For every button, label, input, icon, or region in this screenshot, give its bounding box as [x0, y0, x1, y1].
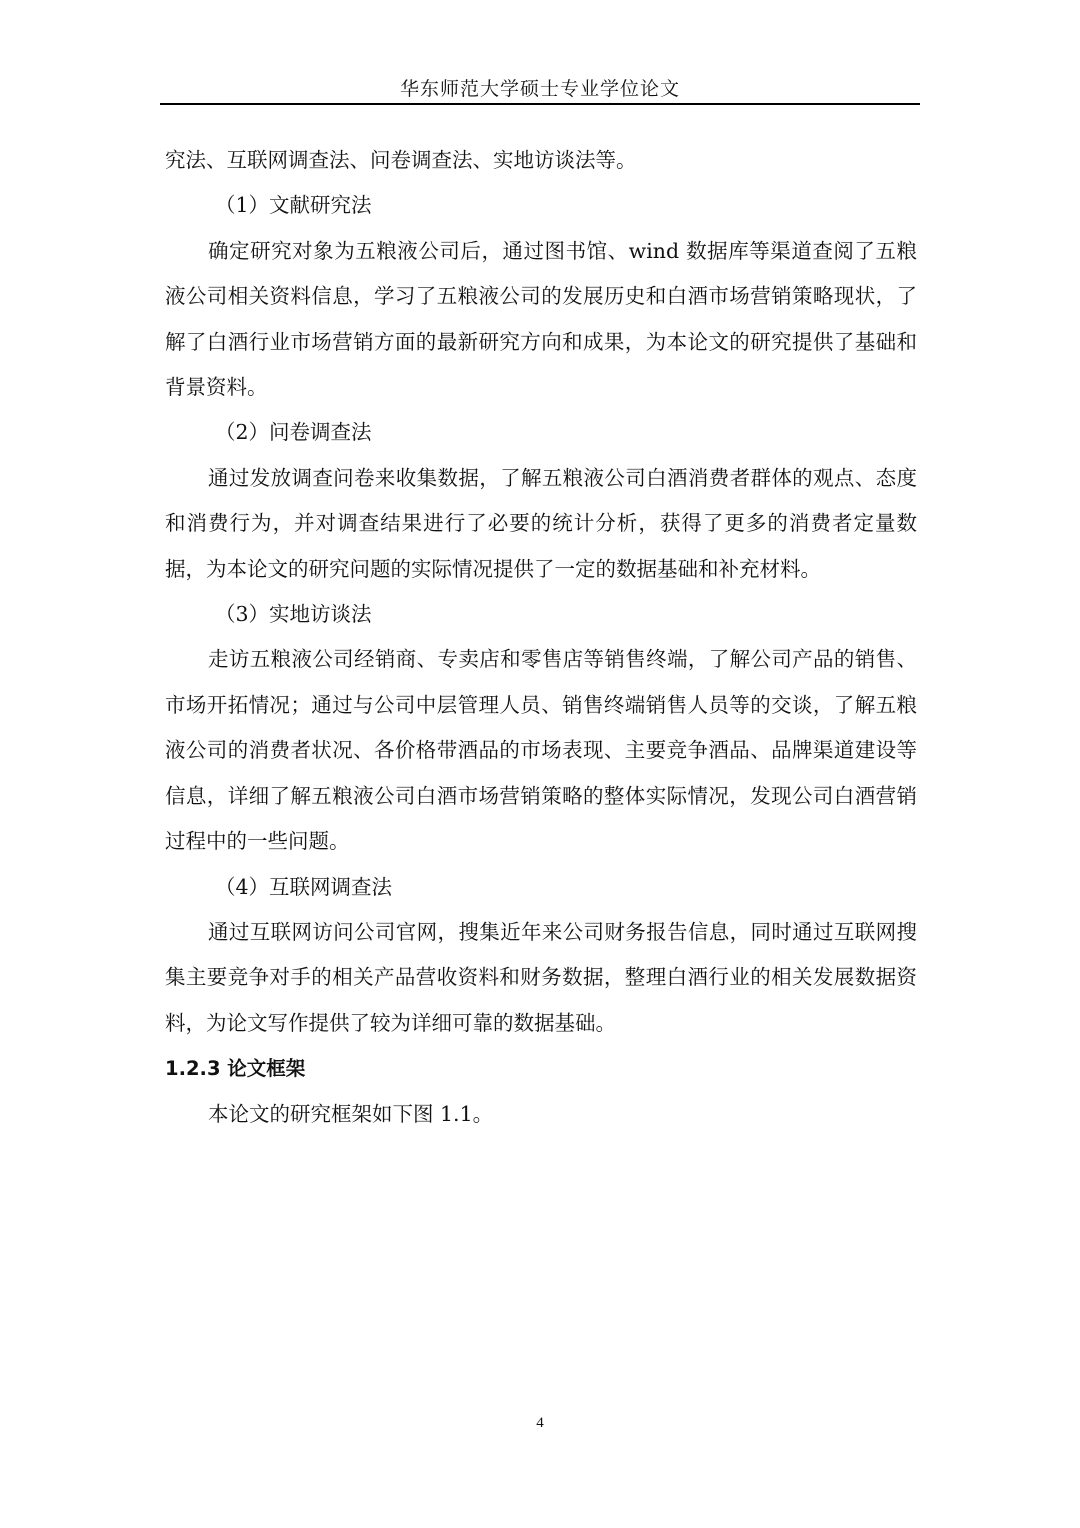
running-header: 华东师范大学硕士专业学位论文 [399, 78, 680, 100]
method-heading-internet: （4）互联网调查法 [215, 874, 393, 899]
paragraph-interview: 走访五粮液公司经销商、专卖店和零售店等销售终端，了解公司产品的销售、市场开拓情况；通过与公司中层管理人员、销售终端销售人员等的交谈，了解五粮液公司的消费者状况、各价格带酒品的市场表现、主要竞争酒品、品牌渠道建设等信息，详细了解五粮液公司白酒市场营销策略的整体实际情况，发现公司白酒营销过程中的一些问题。 [165, 647, 917, 854]
page-body [165, 138, 917, 1137]
paragraph-intro: 究法、互联网调查法、问卷调查法、实地访谈法等。 [165, 148, 637, 172]
method-heading-questionnaire: （2）问卷调查法 [215, 420, 372, 445]
section-heading-framework: 1.2.3 论文框架 [165, 1057, 306, 1081]
paragraph-questionnaire: 通过发放调查问卷来收集数据，了解五粮液公司白酒消费者群体的观点、态度和消费行为，并对调查结果进行了必要的统计分析，获得了更多的消费者定量数据，为本论文的研究问题的实际情况提供了一定的数据基础和补充材料。 [165, 465, 917, 581]
paragraph-internet: 通过互联网访问公司官网，搜集近年来公司财务报告信息，同时通过互联网搜集主要竞争对手的相关产品营收资料和财务数据，整理白酒行业的相关发展数据资料，为论文写作提供了较为详细可靠的数据基础。 [165, 919, 917, 1035]
method-heading-interview: （3）实地访谈法 [215, 602, 372, 627]
header-rule [160, 103, 920, 105]
page-number: 4 [536, 1415, 544, 1431]
paragraph-framework: 本论文的研究框架如下图 1.1。 [208, 1101, 494, 1126]
paragraph-literature: 确定研究对象为五粮液公司后，通过图书馆、wind 数据库等渠道查阅了五粮液公司相关资料信息，学习了五粮液公司的发展历史和白酒市场营销策略现状，了解了白酒行业市场营销方面的最新研究方向和成果，为本论文的研究提供了基础和背景资料。 [165, 238, 917, 400]
method-heading-literature: （1）文献研究法 [215, 193, 372, 218]
